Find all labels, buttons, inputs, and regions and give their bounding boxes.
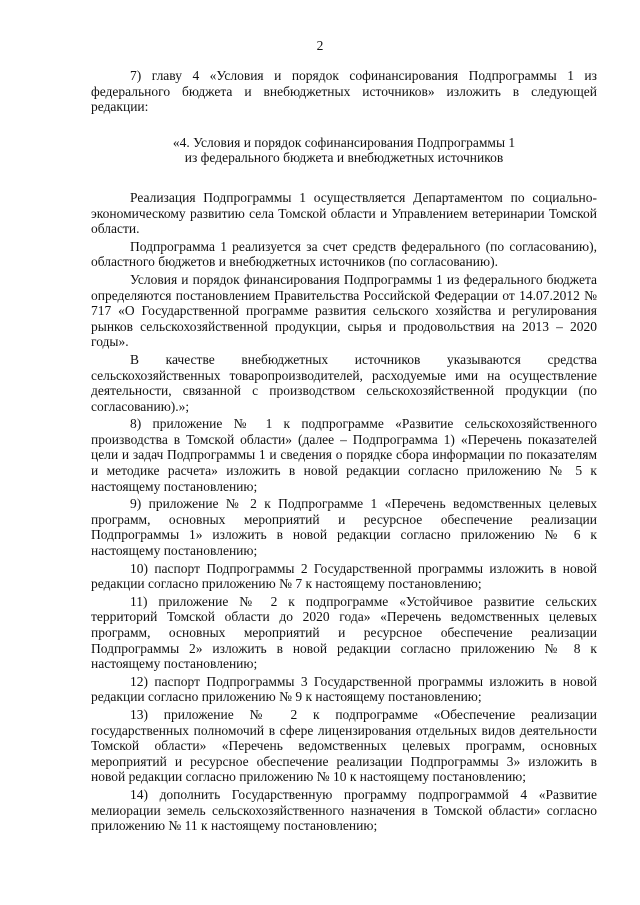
paragraph-7: 7) главу 4 «Условия и порядок софинансирования Подпрограммы 1 из федерального бюджета и внебюджетных источников» изложить в следующей редакции:: [91, 68, 597, 115]
paragraph-13: 13) приложение № 2 к подпрограмме «Обеспечение реализации государственных полномочий в сфере лицензирования отдельных видов деятельности Томской области» «Перечень ведомственных целевых программ, основных мероприятий и ресурсное обеспечение реализации Подпрограммы 3» изложить в новой редакции согласно приложению № 10 к настоящему постановлению;: [91, 706, 597, 785]
paragraph-12: 12) паспорт Подпрограммы 3 Государственной программы изложить в новой редакции согласно приложению № 9 к настоящему постановлению;: [91, 673, 597, 705]
section-heading: [91, 135, 597, 166]
paragraph-extrabudgetary: В качестве внебюджетных источников указываются средства сельскохозяйственных товаропроизводителей, расходуемые ими на осуществление деятельности, связанной с производством сельскохозяйственной продукции (по согласованию).»;: [91, 351, 597, 414]
section-heading-line-1: «4. Условия и порядок софинансирования Подпрограммы 1: [172, 134, 516, 150]
paragraph-14: 14) дополнить Государственную программу подпрограммой 4 «Развитие мелиорации земель сельскохозяйственного назначения в Томской области» согласно приложению № 11 к настоящему постановлению;: [91, 786, 597, 834]
paragraph-9: 9) приложение № 2 к Подпрограмме 1 «Перечень ведомственных целевых программ, основных мероприятий и ресурсное обеспечение реализации Подпрограммы 1» изложить в новой редакции согласно приложению № 6 к настоящему постановлению;: [91, 496, 597, 559]
paragraph-federal-conditions: Условия и порядок финансирования Подпрограммы 1 из федерального бюджета определяются постановлением Правительства Российской Федерации от 14.07.2012 № 717 «О Государственной программе развития сельского хозяйства и регулирования рынков сельскохозяйственной продукции, сырья и продовольствия на 2013 – 2020 годы».: [91, 271, 597, 350]
page-number: 2: [316, 38, 324, 53]
paragraph-funding-sources: Подпрограмма 1 реализуется за счет средств федерального (по согласованию), областного бюджетов и внебюджетных источников (по согласованию).: [91, 238, 597, 270]
paragraph-11: 11) приложение № 2 к подпрограмме «Устойчивое развитие сельских территорий Томской области до 2020 года» «Перечень ведомственных целевых программ, основных мероприятий и ресурсное обеспечение реализации Подпрограммы 2» изложить в новой редакции согласно приложению № 8 к настоящему постановлению;: [91, 593, 597, 672]
paragraph-implementation: Реализация Подпрограммы 1 осуществляется Департаментом по социально-экономическому развитию села Томской области и Управлением ветеринарии Томской области.: [91, 189, 597, 237]
document-body: [91, 68, 597, 836]
section-heading-line-2: из федерального бюджета и внебюджетных источников: [184, 150, 504, 166]
paragraph-10: 10) паспорт Подпрограммы 2 Государственной программы изложить в новой редакции согласно приложению № 7 к настоящему постановлению;: [91, 560, 597, 592]
paragraph-8: 8) приложение № 1 к подпрограмме «Развитие сельскохозяйственного производства в Томской области» (далее – Подпрограмма 1) «Перечень показателей цели и задач Подпрограммы 1 и сведения о порядке сбора информации по показателям и методике расчета» изложить в новой редакции согласно приложению № 5 к настоящему постановлению;: [91, 416, 597, 494]
